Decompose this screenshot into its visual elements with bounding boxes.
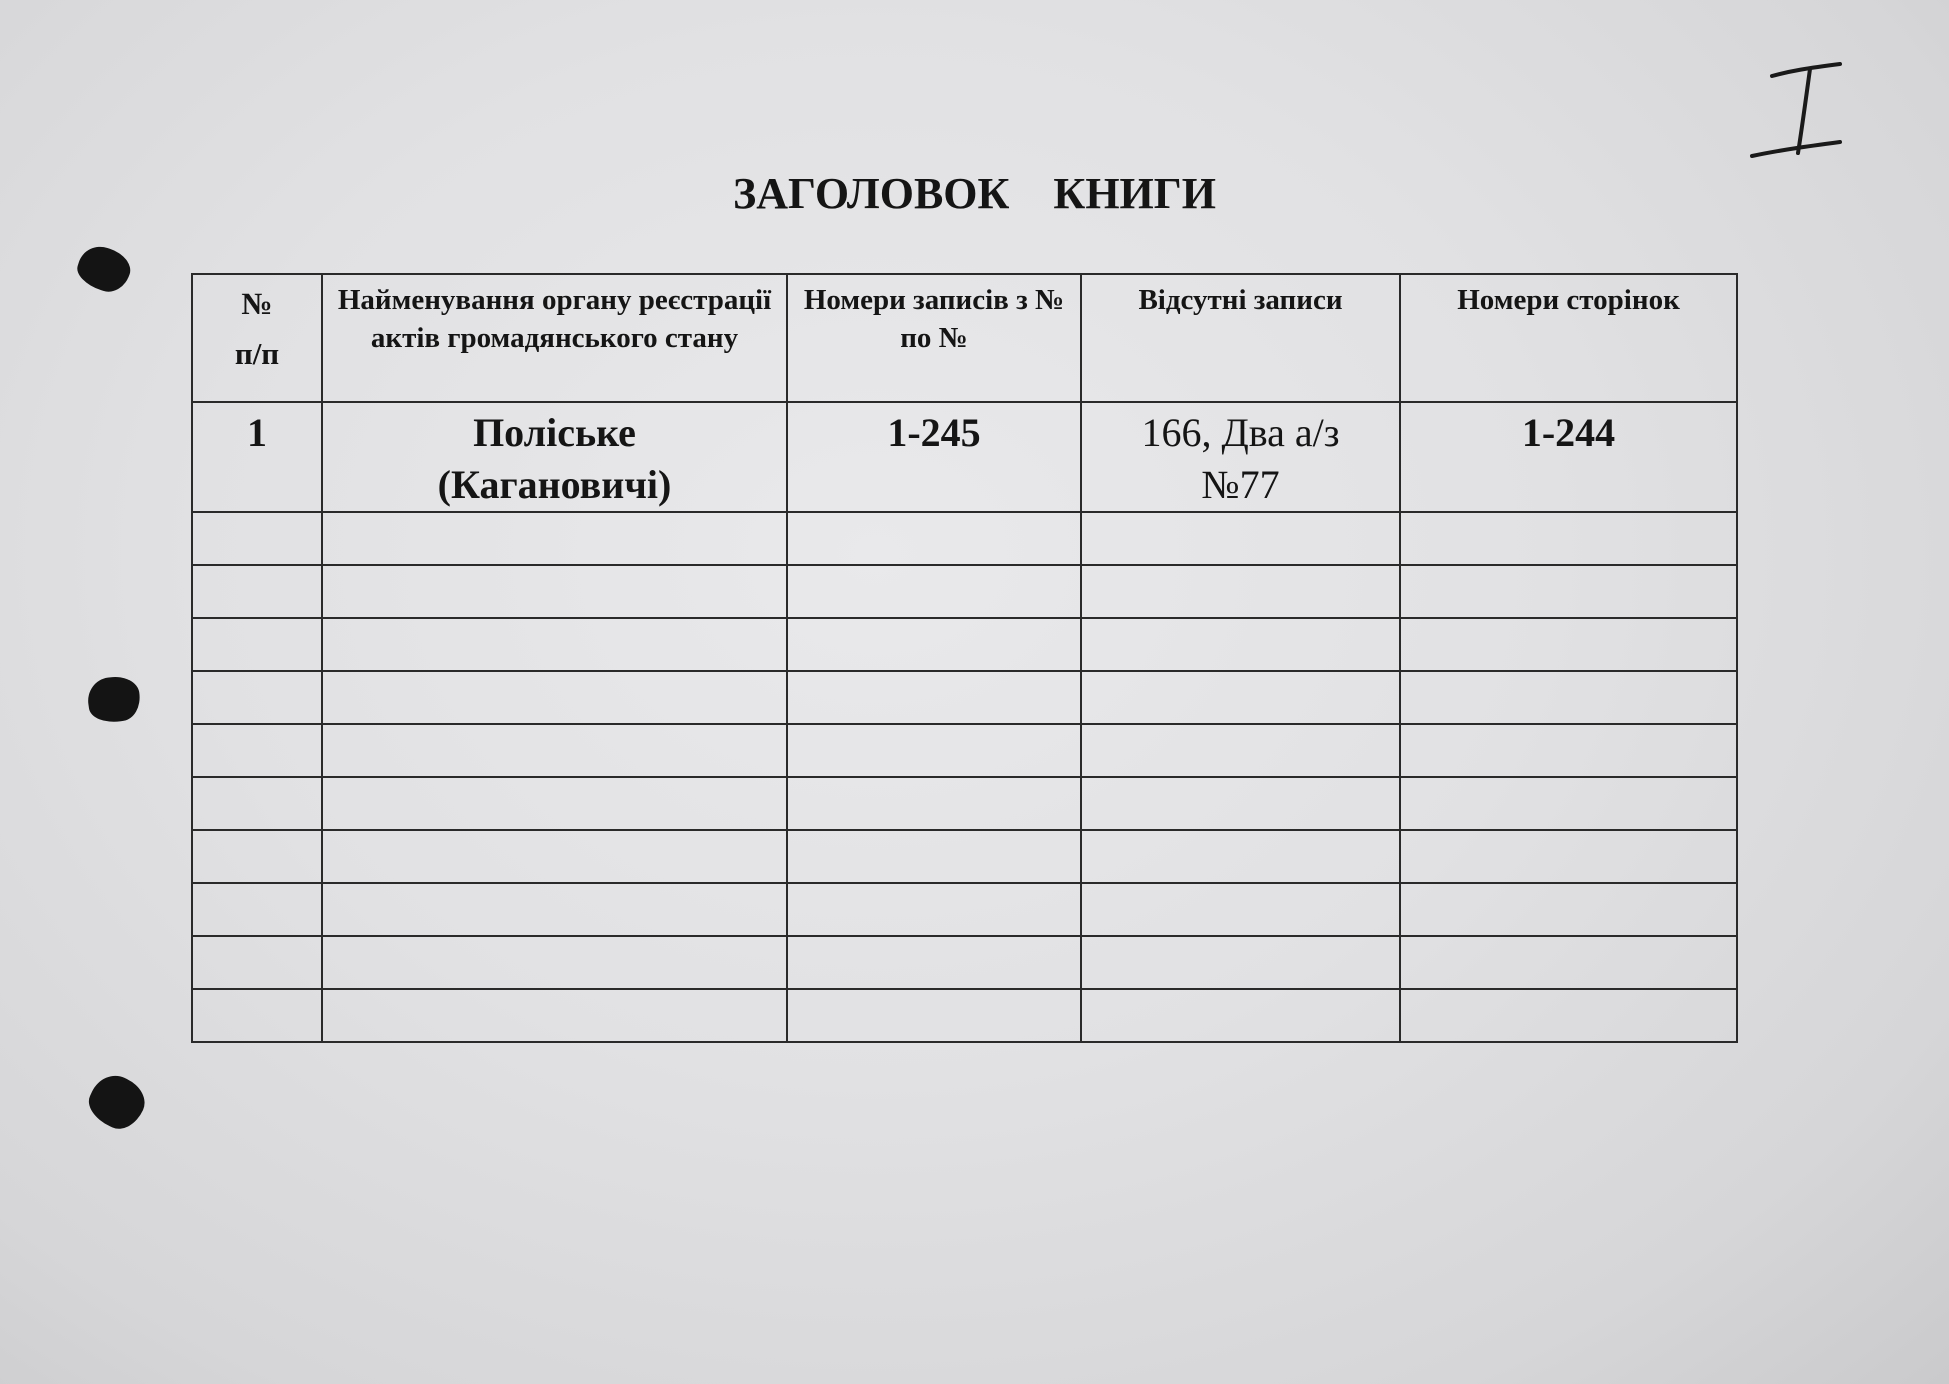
header-record-range: Номери записів з № по № [787, 274, 1081, 402]
empty-cell [787, 512, 1081, 565]
registry-table [191, 273, 1738, 1043]
empty-row [192, 565, 1737, 618]
empty-cell [787, 777, 1081, 830]
empty-cell [1400, 724, 1737, 777]
empty-cell [787, 989, 1081, 1042]
empty-cell [787, 883, 1081, 936]
empty-cell [787, 830, 1081, 883]
empty-cell [192, 671, 322, 724]
cell-missing-records: 166, Два а/з №77 [1081, 402, 1400, 512]
empty-cell [1081, 565, 1400, 618]
cell-record-range: 1-245 [787, 402, 1081, 512]
empty-cell [322, 618, 787, 671]
empty-cell [787, 671, 1081, 724]
empty-row [192, 512, 1737, 565]
handwritten-sheet-number [1740, 58, 1850, 168]
empty-cell [1400, 512, 1737, 565]
empty-cell [1081, 724, 1400, 777]
empty-row [192, 777, 1737, 830]
empty-cell [1081, 512, 1400, 565]
punch-hole-top [73, 241, 135, 297]
empty-cell [787, 565, 1081, 618]
empty-cell [192, 989, 322, 1042]
empty-cell [322, 724, 787, 777]
empty-cell [192, 724, 322, 777]
empty-cell [787, 724, 1081, 777]
empty-cell [192, 512, 322, 565]
empty-cell [1400, 565, 1737, 618]
table-row [192, 402, 1737, 512]
empty-cell [1400, 883, 1737, 936]
empty-cell [1081, 618, 1400, 671]
header-registry-office: Найменування органу реєстрації актів громадянського стану [322, 274, 787, 402]
header-missing-records: Відсутні записи [1081, 274, 1400, 402]
empty-row [192, 724, 1737, 777]
empty-cell [322, 512, 787, 565]
empty-cell [1081, 830, 1400, 883]
empty-cell [322, 565, 787, 618]
empty-cell [1081, 883, 1400, 936]
empty-cell [1400, 777, 1737, 830]
empty-cell [1400, 671, 1737, 724]
empty-cell [192, 565, 322, 618]
empty-row [192, 671, 1737, 724]
punch-hole-bottom [82, 1068, 152, 1136]
empty-cell [192, 883, 322, 936]
empty-cell [1400, 830, 1737, 883]
empty-row [192, 830, 1737, 883]
empty-row [192, 936, 1737, 989]
empty-cell [1081, 777, 1400, 830]
empty-row [192, 883, 1737, 936]
empty-cell [322, 883, 787, 936]
header-number: № п/п [192, 274, 322, 402]
empty-cell [192, 777, 322, 830]
empty-cell [1081, 989, 1400, 1042]
empty-cell [1400, 618, 1737, 671]
cell-registry-office: Поліське (Кагановичі) [322, 402, 787, 512]
empty-cell [322, 671, 787, 724]
punch-hole-middle [85, 674, 143, 726]
empty-row [192, 989, 1737, 1042]
cell-number: 1 [192, 402, 322, 512]
cell-page-range: 1-244 [1400, 402, 1737, 512]
empty-row [192, 618, 1737, 671]
empty-cell [1400, 989, 1737, 1042]
empty-cell [322, 830, 787, 883]
empty-cell [192, 618, 322, 671]
empty-cell [322, 936, 787, 989]
empty-cell [787, 618, 1081, 671]
empty-cell [1400, 936, 1737, 989]
empty-cell [1081, 936, 1400, 989]
empty-cell [322, 777, 787, 830]
empty-cell [192, 936, 322, 989]
empty-cell [322, 989, 787, 1042]
header-row [192, 274, 1737, 402]
page-title: ЗАГОЛОВОК КНИГИ [733, 169, 1216, 218]
empty-cell [787, 936, 1081, 989]
empty-cell [1081, 671, 1400, 724]
empty-cell [192, 830, 322, 883]
header-page-range: Номери сторінок [1400, 274, 1737, 402]
